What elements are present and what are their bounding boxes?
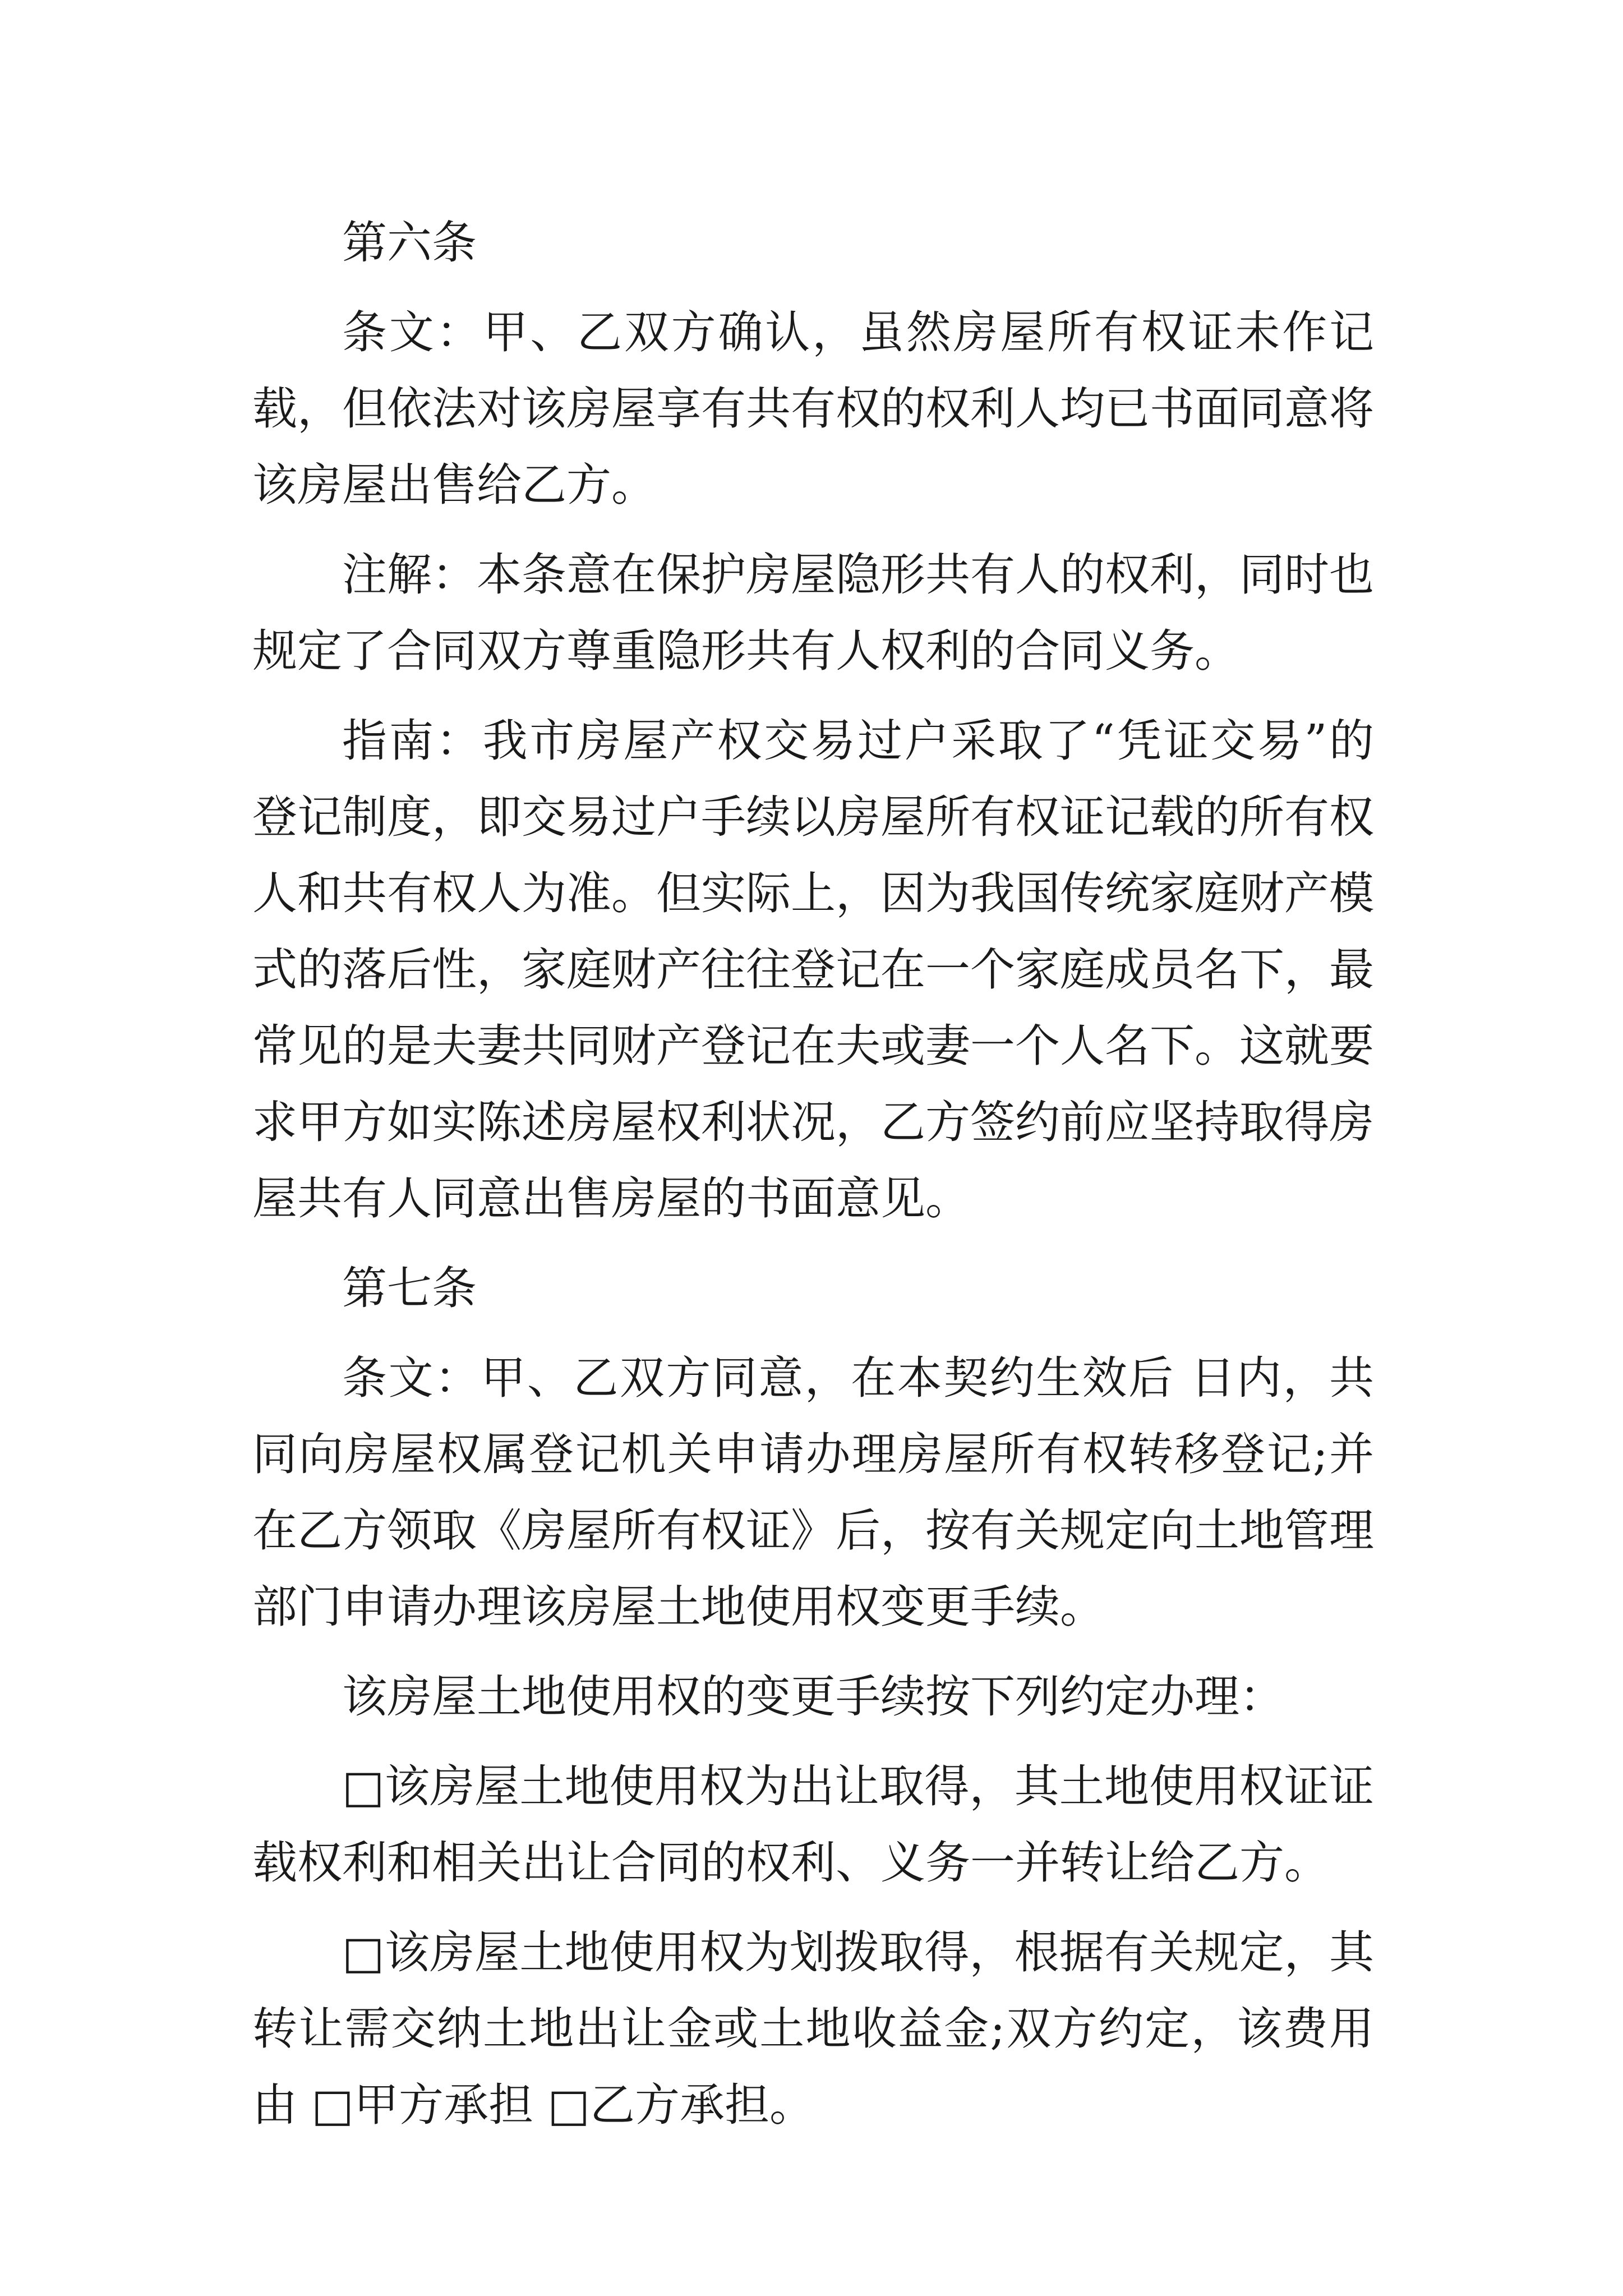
- article-6-clause-text: 条文：甲、乙双方确认，虽然房屋所有权证未作记载，但依法对该房屋享有共有权的权利人均已书面同意将该房屋出售给乙方。: [252, 306, 1374, 511]
- land-use-option-allocation: □该房屋土地使用权为划拨取得，根据有关规定，其转让需交纳土地出让金或土地收益金;双方约定，该费用由 □甲方承担 □乙方承担。: [252, 1926, 1374, 2131]
- article-7-clause-text: 条文：甲、乙双方同意，在本契约生效后 日内，共同向房屋权属登记机关申请办理房屋所有权转移登记;并在乙方领取《房屋所有权证》后，按有关规定向土地管理部门申请办理该房屋土地使用权变更手续。: [252, 1352, 1374, 1633]
- article-7-heading: 第七条: [342, 1262, 477, 1314]
- document-page: [252, 205, 1374, 2157]
- article-6-annotation: 注解：本条意在保护房屋隐形共有人的权利，同时也规定了合同双方尊重隐形共有人权利的合同义务。: [252, 549, 1374, 677]
- article-6-guide: 指南：我市房屋产权交易过户采取了“凭证交易”的登记制度，即交易过户手续以房屋所有权证记载的所有权人和共有权人为准。但实际上，因为我国传统家庭财产模式的落后性，家庭财产往往登记在一个家庭成员名下，最常见的是夫妻共同财产登记在夫或妻一个人名下。这就要求甲方如实陈述房屋权利状况，乙方签约前应坚持取得房屋共有人同意出售房屋的书面意见。: [252, 715, 1374, 1225]
- land-use-option-transfer: □该房屋土地使用权为出让取得，其土地使用权证证载权利和相关出让合同的权利、义务一并转让给乙方。: [252, 1760, 1374, 1889]
- land-use-change-intro: 该房屋土地使用权的变更手续按下列约定办理：: [342, 1671, 1284, 1723]
- article-6-heading: 第六条: [342, 217, 477, 269]
